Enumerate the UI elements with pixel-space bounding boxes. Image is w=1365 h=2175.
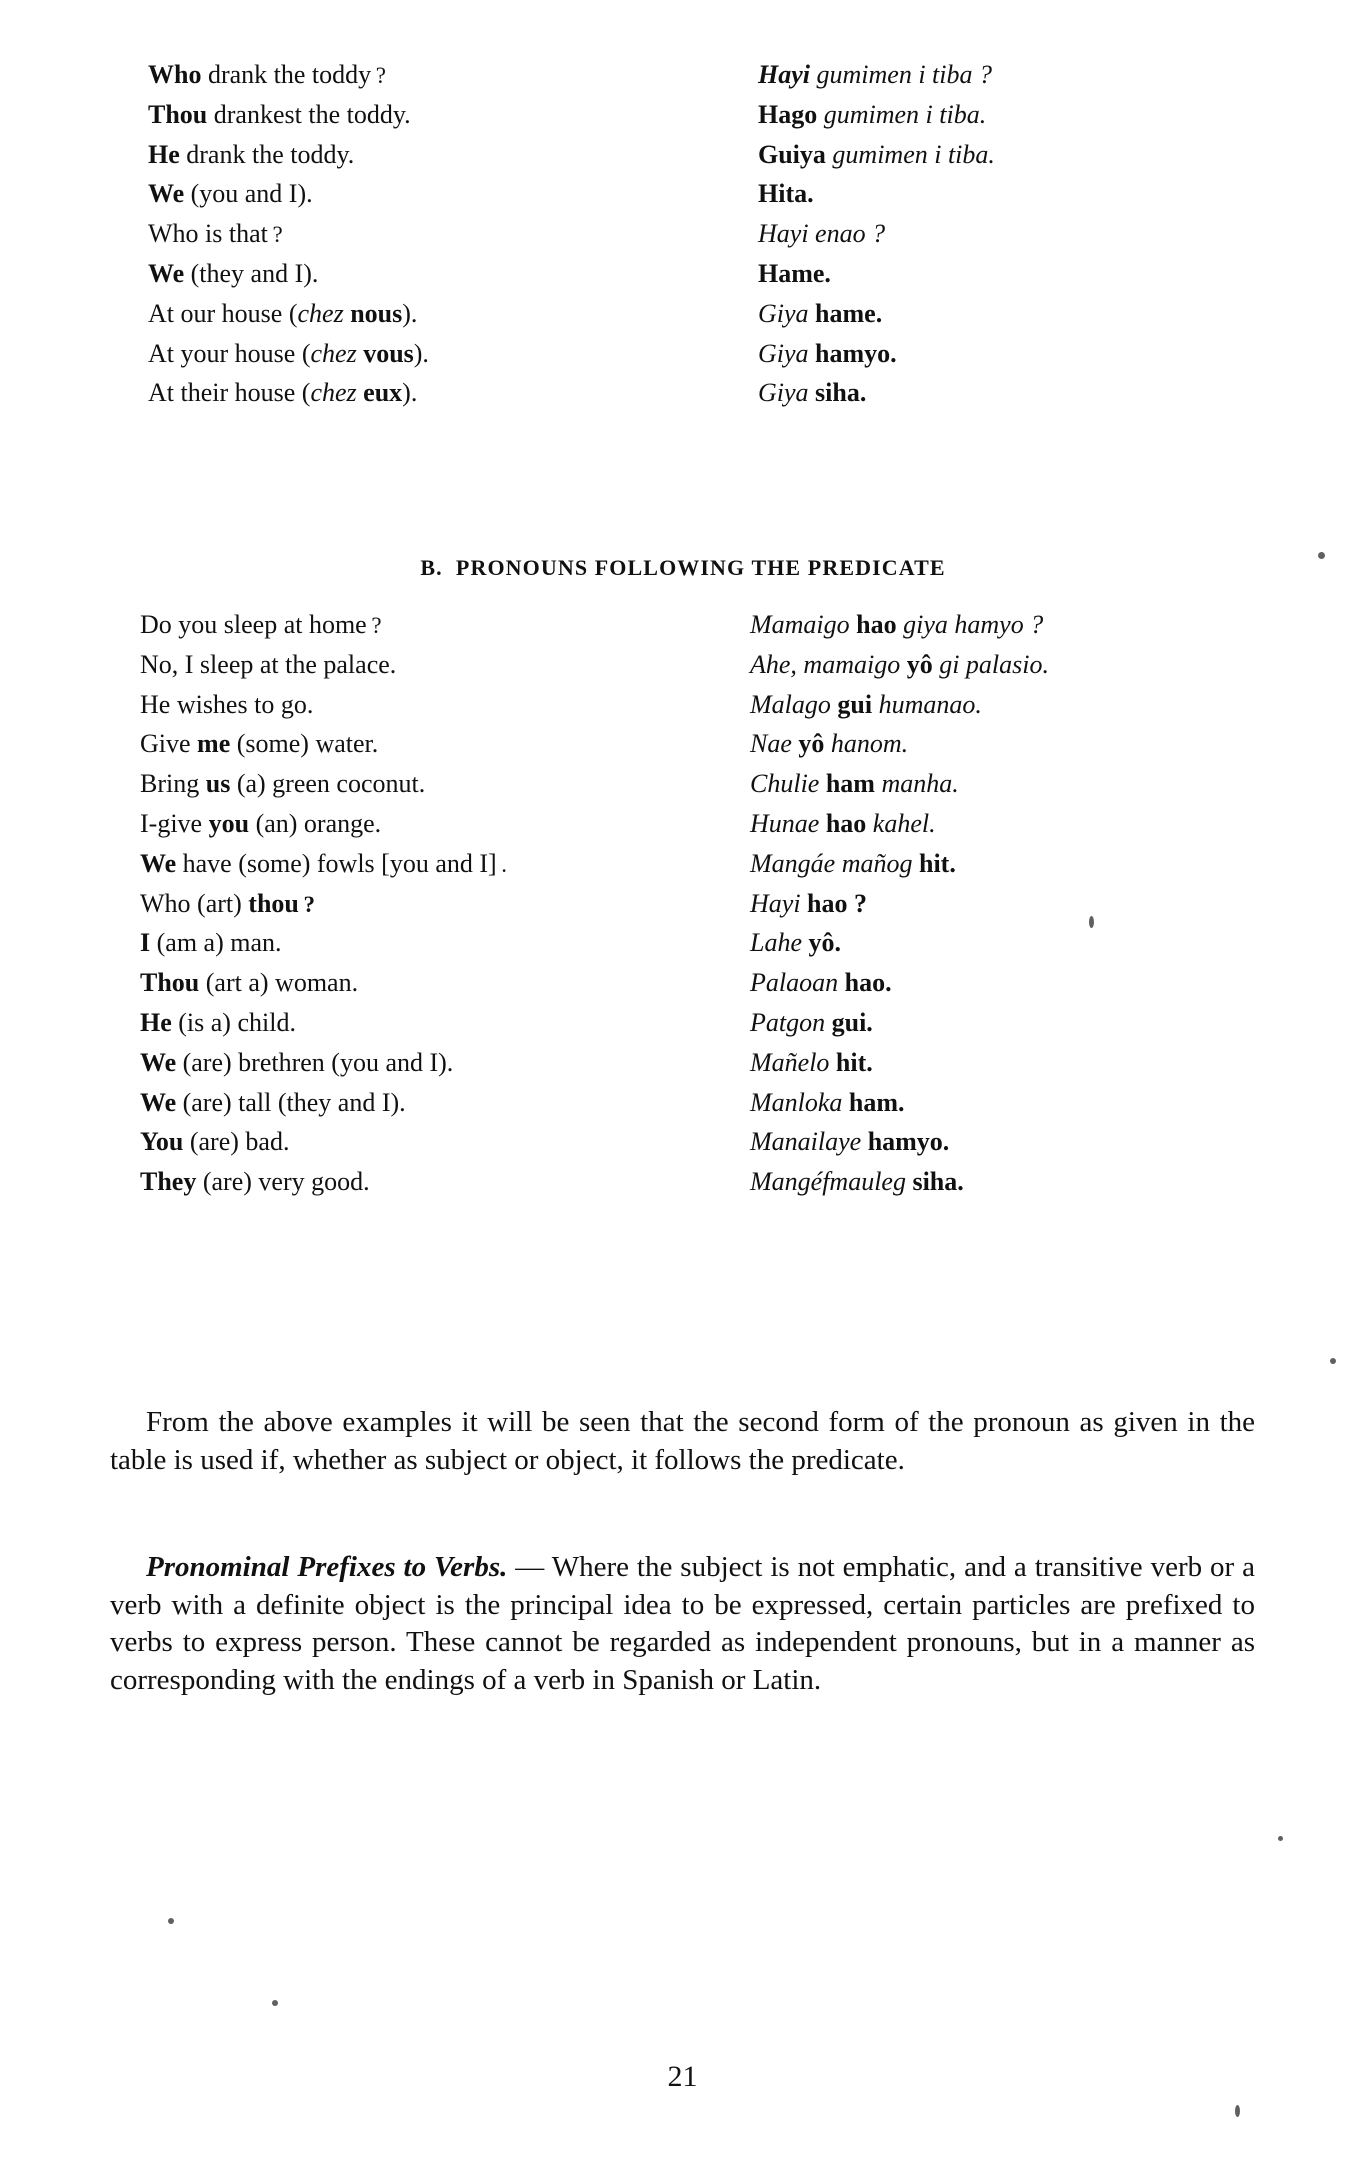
table-row	[148, 257, 1318, 297]
table-row	[148, 217, 1318, 257]
scan-speck	[168, 1918, 174, 1924]
english-gloss: He (is a) child.	[140, 1007, 296, 1037]
table-row	[140, 648, 1310, 688]
paragraph-text: Where the subject is not emphatic, and a transitive verb or a verb with a definite object is the principal idea to be expressed, certain particles are prefixed to verbs to express person. These cannot be regarded as independent pronouns, but in a manner as corresponding with the endings of a verb in Spanish or Latin.	[110, 1551, 1255, 1697]
english-gloss: We (are) tall (they and I).	[140, 1087, 406, 1117]
run-in-heading: Pronominal Prefixes to Verbs.	[146, 1551, 508, 1583]
em-dash: —	[507, 1551, 552, 1583]
page-number: 21	[667, 2060, 698, 2093]
table-row	[140, 727, 1310, 767]
chamorro-gloss: Hita.	[758, 179, 814, 209]
english-gloss: Thou drankest the toddy.	[148, 99, 411, 129]
english-gloss: Who is that ?	[148, 219, 283, 249]
chamorro-gloss: Giya hamyo.	[758, 338, 897, 368]
table-row	[148, 177, 1318, 217]
table-row	[140, 926, 1310, 966]
chamorro-gloss: Mamaigo hao giya hamyo ?	[750, 610, 1044, 639]
english-gloss: I (am a) man.	[140, 928, 282, 958]
english-gloss: No, I sleep at the palace.	[140, 649, 397, 679]
table-row	[148, 98, 1318, 138]
english-gloss: We (you and I).	[148, 179, 313, 209]
english-gloss: At our house (chez nous).	[148, 298, 418, 328]
table-row	[140, 767, 1310, 807]
english-gloss: We (are) brethren (you and I).	[140, 1047, 454, 1077]
table-row	[148, 138, 1318, 178]
chamorro-gloss: Ahe, mamaigo yô gi palasio.	[750, 649, 1049, 679]
table-row	[140, 1086, 1310, 1126]
table-row	[140, 608, 1310, 648]
english-gloss: Who drank the toddy ?	[148, 60, 386, 89]
english-gloss: He wishes to go.	[140, 689, 314, 719]
example-table-a	[148, 58, 1318, 416]
english-gloss: I-give you (an) orange.	[140, 808, 382, 838]
chamorro-gloss: Giya siha.	[758, 378, 867, 408]
english-gloss: You (are) bad.	[140, 1127, 290, 1157]
chamorro-gloss: Hayi enao ?	[758, 219, 886, 249]
section-title: PRONOUNS FOLLOWING THE PREDICATE	[455, 555, 946, 580]
chamorro-gloss: Hago gumimen i tiba.	[758, 99, 987, 129]
table-row	[148, 376, 1318, 416]
english-gloss: At your house (chez vous).	[148, 338, 429, 368]
english-gloss: He drank the toddy.	[148, 139, 355, 169]
table-row	[140, 1006, 1310, 1046]
english-gloss: At their house (chez eux).	[148, 378, 418, 408]
section-heading-b	[148, 555, 1218, 581]
table-row	[140, 1046, 1310, 1086]
chamorro-gloss: Mangéfmauleg siha.	[750, 1167, 964, 1197]
table-row	[148, 297, 1318, 337]
chamorro-gloss: Nae yô hanom.	[750, 729, 909, 759]
table-row	[140, 1125, 1310, 1165]
english-gloss: We (they and I).	[148, 258, 319, 288]
chamorro-gloss: Hayi hao ?	[750, 888, 868, 918]
table-row	[140, 688, 1310, 728]
chamorro-gloss: Hame.	[758, 258, 831, 288]
chamorro-gloss: Manloka ham.	[750, 1087, 905, 1117]
chamorro-gloss: Mañelo hit.	[750, 1047, 873, 1077]
chamorro-gloss: Mangáe mañog hit.	[750, 848, 956, 878]
scan-speck	[1235, 2105, 1240, 2117]
table-row	[140, 887, 1310, 927]
paragraph-text: From the above examples it will be seen that the second form of the pronoun as given in the table is used if, whether as subject or object, it follows the predicate.	[110, 1406, 1255, 1476]
scan-speck	[1278, 1836, 1283, 1841]
scan-speck	[1089, 916, 1094, 928]
table-row	[140, 847, 1310, 887]
chamorro-gloss: Hunae hao kahel.	[750, 808, 936, 838]
chamorro-gloss: Giya hame.	[758, 298, 883, 328]
english-gloss: Give me (some) water.	[140, 729, 379, 759]
paragraph-examples-note	[110, 1404, 1255, 1479]
chamorro-gloss: Palaoan hao.	[750, 968, 892, 998]
english-gloss: We have (some) fowls [you and I] .	[140, 848, 508, 878]
chamorro-gloss: Lahe yô.	[750, 928, 841, 958]
table-row	[140, 807, 1310, 847]
chamorro-gloss: Hayi gumimen i tiba ?	[758, 60, 992, 89]
english-gloss: Bring us (a) green coconut.	[140, 769, 426, 799]
english-gloss: Thou (art a) woman.	[140, 968, 359, 998]
chamorro-gloss: Chulie ham manha.	[750, 769, 959, 799]
paragraph-pronominal-prefixes	[110, 1549, 1255, 1700]
chamorro-gloss: Guiya gumimen i tiba.	[758, 139, 995, 169]
scan-speck	[1318, 552, 1325, 559]
scan-speck	[272, 2000, 278, 2006]
english-gloss: They (are) very good.	[140, 1167, 370, 1197]
table-row	[148, 58, 1318, 98]
chamorro-gloss: Manailaye hamyo.	[750, 1127, 950, 1157]
table-row	[140, 1165, 1310, 1205]
english-gloss: Who (art) thou ?	[140, 888, 315, 918]
table-row	[140, 966, 1310, 1006]
table-row	[148, 337, 1318, 377]
section-letter: B.	[420, 555, 443, 580]
chamorro-gloss: Patgon gui.	[750, 1007, 873, 1037]
english-gloss: Do you sleep at home ?	[140, 610, 382, 639]
chamorro-gloss: Malago gui humanao.	[750, 689, 982, 719]
example-table-b	[140, 608, 1310, 1205]
scan-speck	[1330, 1358, 1336, 1364]
